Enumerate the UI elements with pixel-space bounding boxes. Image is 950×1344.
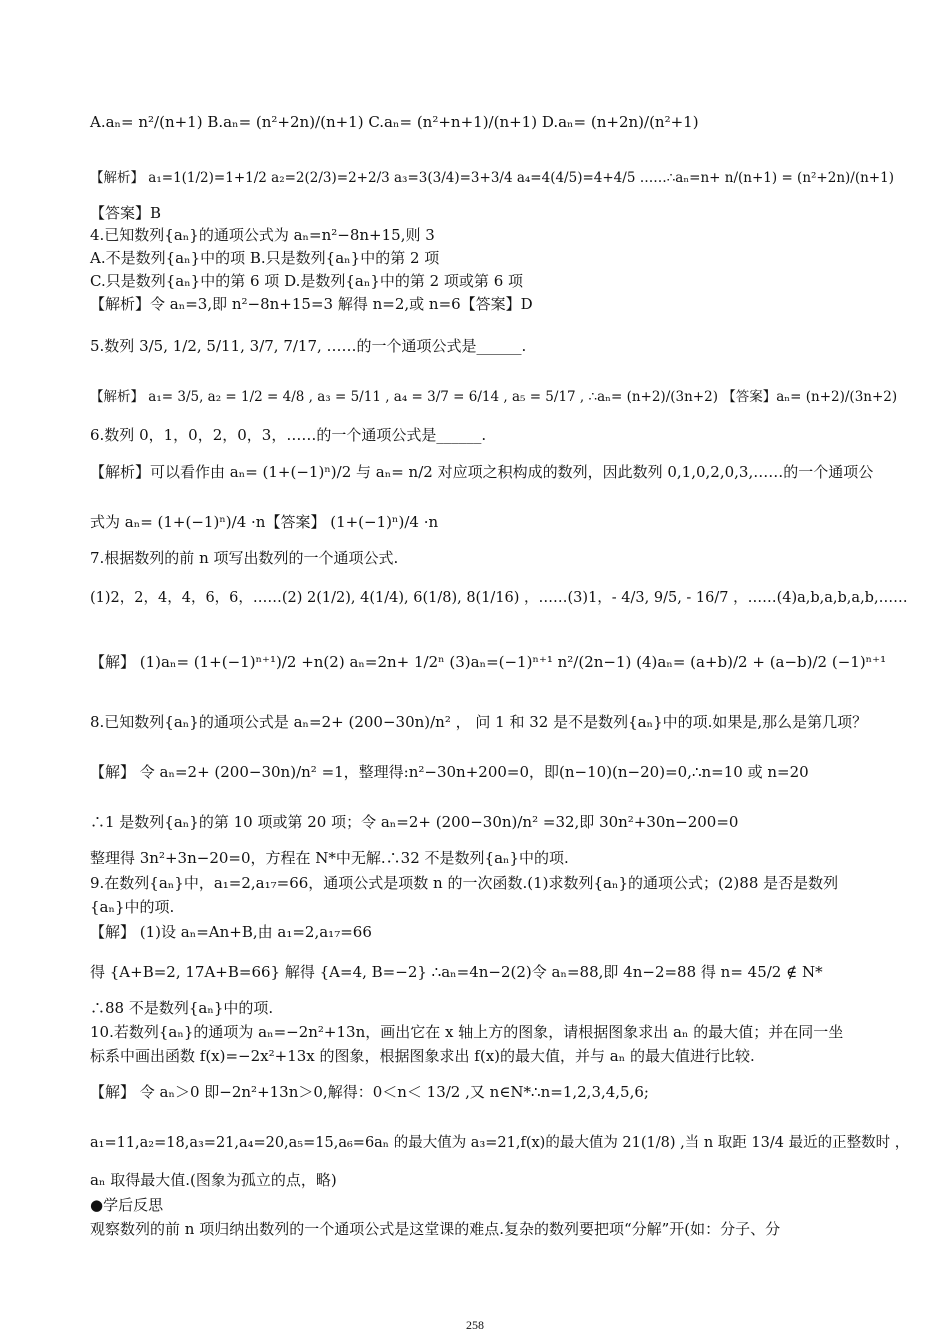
text-line: A.不是数列{aₙ}中的项 B.只是数列{aₙ}中的第 2 项 [90, 249, 440, 267]
text-line: 得 {A+B=2, 17A+B=66} 解得 {A=4, B=−2} ∴aₙ=4n−2(2)令 aₙ=88,即 4n−2=88 得 n= 45/2 ∉ N* [90, 963, 823, 981]
text-line: 4.已知数列{aₙ}的通项公式为 aₙ=n²−8n+15,则 3 [90, 226, 435, 244]
text-line: (1)2，2，4，4，6，6，……(2) 2(1/2), 4(1/4), 6(1/8), 8(1/16) ，……(3)1，- 4/3, 9/5, - 16/7 ，……(4)a,b,a,b,a,b,…… [90, 590, 908, 606]
text-line: 【解】 (1)设 aₙ=An+B,由 a₁=2,a₁₇=66 [90, 923, 372, 941]
text-line: 标系中画出函数 f(x)=−2x²+13x 的图象，根据图象求出 f(x)的最大值，并与 aₙ 的最大值进行比较. [90, 1047, 755, 1065]
page-number: 258 [466, 1318, 484, 1332]
text-line: 【答案】B [90, 204, 162, 222]
text-line: 【解析】可以看作由 aₙ= (1+(−1)ⁿ)/2 与 aₙ= n/2 对应项之积构成的数列，因此数列 0,1,0,2,0,3,……的一个通项公 [90, 463, 874, 481]
text-line: 【解析】令 aₙ=3,即 n²−8n+15=3 解得 n=2,或 n=6【答案】D [90, 295, 533, 313]
text-line: 【解】 (1)aₙ= (1+(−1)ⁿ⁺¹)/2 +n(2) aₙ=2n+ 1/2ⁿ (3)aₙ=(−1)ⁿ⁺¹ n²/(2n−1) (4)aₙ= (a+b)/2 + (a−b)/2 (−1)ⁿ⁺¹ [90, 653, 887, 671]
text-line: ∴88 不是数列{aₙ}中的项. [90, 999, 274, 1017]
text-line: a₁=11,a₂=18,a₃=21,a₄=20,a₅=15,a₆=6aₙ 的最大值为 a₃=21,f(x)的最大值为 21(1/8) ,当 n 取距 13/4 最近的正整数时 ， [90, 1135, 910, 1151]
text-line: 【解析】 a₁= 3/5, a₂ = 1/2 = 4/8 , a₃ = 5/11 , a₄ = 3/7 = 6/14 , a₅ = 5/17 , ∴aₙ= (n+2)/(3n+2) 【答案】aₙ= (n+2)/(3n+2) [90, 389, 898, 405]
text-line: 10.若数列{aₙ}的通项为 aₙ=−2n²+13n，画出它在 x 轴上方的图象，请根据图象求出 aₙ 的最大值；并在同一坐 [90, 1023, 844, 1041]
section-heading: ●学后反思 [90, 1196, 164, 1214]
text-line: {aₙ}中的项. [90, 898, 175, 916]
text-line: 5.数列 3/5, 1/2, 5/11, 3/7, 7/17, ……的一个通项公式是______. [90, 337, 527, 355]
text-line: 6.数列 0，1，0，2，0，3，……的一个通项公式是______. [90, 426, 487, 444]
text-line: 【解】 令 aₙ＞0 即−2n²+13n＞0,解得：0＜n＜ 13/2 ,又 n∈N*∴n=1,2,3,4,5,6; [90, 1083, 649, 1101]
text-line: 观察数列的前 n 项归纳出数列的一个通项公式是这堂课的难点.复杂的数列要把项“分解”开(如：分子、分 [90, 1220, 781, 1238]
text-line: 9.在数列{aₙ}中，a₁=2,a₁₇=66，通项公式是项数 n 的一次函数.(1)求数列{aₙ}的通项公式；(2)88 是否是数列 [90, 874, 839, 892]
text-line: 8.已知数列{aₙ}的通项公式是 aₙ=2+ (200−30n)/n² ， 问 1 和 32 是不是数列{aₙ}中的项.如果是,那么是第几项？ [90, 713, 868, 731]
text-line: 【解】 令 aₙ=2+ (200−30n)/n² =1，整理得:n²−30n+200=0，即(n−10)(n−20)=0,∴n=10 或 n=20 [90, 763, 809, 781]
text-line: 7.根据数列的前 n 项写出数列的一个通项公式. [90, 549, 399, 567]
text-line: 式为 aₙ= (1+(−1)ⁿ)/4 ·n【答案】 (1+(−1)ⁿ)/4 ·n [90, 513, 439, 531]
text-line: aₙ 取得最大值.(图象为孤立的点，略) [90, 1171, 337, 1189]
text-line: 【解析】 a₁=1(1/2)=1+1/2 a₂=2(2/3)=2+2/3 a₃=3(3/4)=3+3/4 a₄=4(4/5)=4+4/5 ……∴aₙ=n+ n/(n+1) = (n²+2n)/(n+1) [90, 170, 894, 186]
text-line: A.aₙ= n²/(n+1) B.aₙ= (n²+2n)/(n+1) C.aₙ= (n²+n+1)/(n+1) D.aₙ= (n+2n)/(n²+1) [90, 113, 699, 131]
text-line: C.只是数列{aₙ}中的第 6 项 D.是数列{aₙ}中的第 2 项或第 6 项 [90, 272, 524, 290]
text-line: 整理得 3n²+3n−20=0，方程在 N*中无解.∴32 不是数列{aₙ}中的项. [90, 849, 569, 867]
text-line: ∴1 是数列{aₙ}的第 10 项或第 20 项；令 aₙ=2+ (200−30n)/n² =32,即 30n²+30n−200=0 [90, 813, 739, 831]
